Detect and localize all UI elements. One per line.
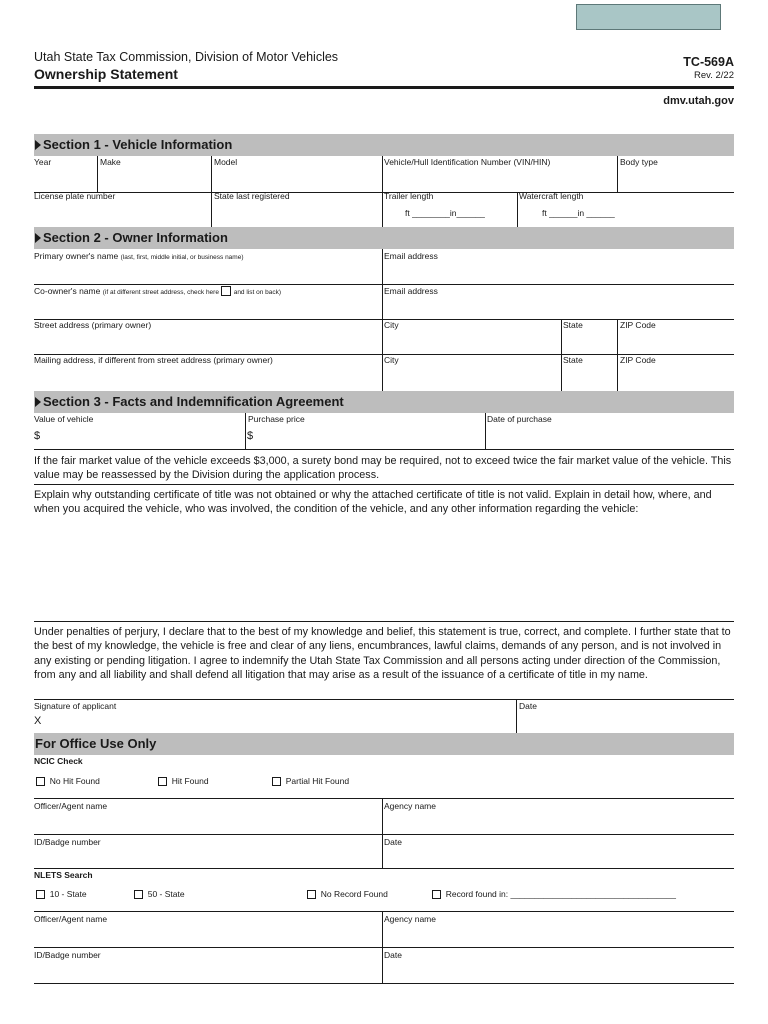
checkbox-icon[interactable] bbox=[36, 777, 45, 786]
co-owner-checkbox[interactable] bbox=[221, 286, 231, 296]
badge-label: ID/Badge number bbox=[34, 837, 101, 847]
nlets-record-found-option[interactable]: Record found in: ___________________________________ bbox=[432, 889, 676, 899]
watercraft-length-field[interactable]: ft ______in ______ bbox=[542, 208, 615, 218]
purchase-price-field[interactable]: $ bbox=[247, 430, 254, 442]
model-label: Model bbox=[214, 157, 238, 167]
vin-label: Vehicle/Hull Identification Number (VIN/HIN) bbox=[384, 157, 551, 167]
website-link[interactable]: dmv.utah.gov bbox=[663, 95, 734, 107]
signature-label: Signature of applicant bbox=[34, 701, 117, 711]
co-email-label: Email address bbox=[384, 286, 438, 296]
section1-header bbox=[34, 134, 734, 156]
state-label: State bbox=[563, 320, 583, 330]
checkbox-icon[interactable] bbox=[158, 777, 167, 786]
nlets-label: NLETS Search bbox=[34, 870, 93, 880]
agency-name: Utah State Tax Commission, Division of Motor Vehicles bbox=[34, 50, 339, 64]
state-last-label: State last registered bbox=[214, 191, 290, 201]
nlets-no-record-option[interactable]: No Record Found bbox=[307, 889, 388, 899]
triangle-icon bbox=[35, 233, 41, 243]
co-owner-label: Co-owner's name (if at different street address, check here and list on back) bbox=[34, 286, 282, 296]
print-button[interactable] bbox=[576, 4, 721, 30]
ncic-partial-hit-option[interactable]: Partial Hit Found bbox=[272, 776, 349, 786]
year-label: Year bbox=[34, 157, 52, 167]
section2-title: Section 2 - Owner Information bbox=[43, 230, 228, 245]
agency-label: Agency name bbox=[384, 801, 436, 811]
perjury-statement: Under penalties of perjury, I declare that to the best of my knowledge and belief, this statement is true, correct, and complete. I further state that to the best of my knowledge, the vehicle is free and clear of any liens, encumbrances, lawful claims, demands of any person, and is not involved in any existing or pending litigation. I agree to indemnify the Utah State Tax Commission and all persons acting under direction of the Commission, from any and all liability and shall defend all litigation that may arise as a result of the issuance of a certificate of title in my name. bbox=[34, 626, 731, 681]
section3-title: Section 3 - Facts and Indemnification Agreement bbox=[43, 394, 344, 409]
body-type-label: Body type bbox=[620, 157, 658, 167]
triangle-icon bbox=[35, 397, 41, 407]
purchase-date-label: Date of purchase bbox=[487, 414, 552, 424]
explain-instructions: Explain why outstanding certificate of title was not obtained or why the attached certificate of title is not valid. Explain in detail how, where, and when you acquired the vehicle, who was involved, the condition of the vehicle, and any other information regarding the vehicle: bbox=[34, 489, 712, 516]
vehicle-value-label: Value of vehicle bbox=[34, 414, 94, 424]
purchase-price-label: Purchase price bbox=[248, 414, 305, 424]
street-label: Street address (primary owner) bbox=[34, 320, 152, 330]
office-date-label: Date bbox=[384, 837, 402, 847]
zip-label: ZIP Code bbox=[620, 320, 656, 330]
officer-label: Officer/Agent name bbox=[34, 801, 108, 811]
ncic-no-hit-option[interactable]: No Hit Found bbox=[36, 776, 100, 786]
office-date-label-2: Date bbox=[384, 950, 402, 960]
email-label: Email address bbox=[384, 251, 438, 261]
triangle-icon bbox=[35, 140, 41, 150]
form-number: TC-569A bbox=[683, 55, 734, 69]
form-title: Ownership Statement bbox=[34, 66, 178, 82]
mailing-city-label: City bbox=[384, 355, 399, 365]
checkbox-icon[interactable] bbox=[134, 890, 143, 899]
mailing-state-label: State bbox=[563, 355, 583, 365]
city-label: City bbox=[384, 320, 399, 330]
nlets-10-state-option[interactable]: 10 - State bbox=[36, 889, 87, 899]
mailing-label: Mailing address, if different from street address (primary owner) bbox=[34, 355, 273, 365]
nlets-50-state-option[interactable]: 50 - State bbox=[134, 889, 185, 899]
section1-title: Section 1 - Vehicle Information bbox=[43, 137, 233, 152]
ncic-label: NCIC Check bbox=[34, 756, 83, 766]
ncic-hit-option[interactable]: Hit Found bbox=[158, 776, 209, 786]
checkbox-icon[interactable] bbox=[36, 890, 45, 899]
primary-owner-label: Primary owner's name (last, first, middle initial, or business name) bbox=[34, 251, 244, 261]
mailing-zip-label: ZIP Code bbox=[620, 355, 656, 365]
officer-label-2: Officer/Agent name bbox=[34, 914, 108, 924]
checkbox-icon[interactable] bbox=[272, 777, 281, 786]
make-label: Make bbox=[100, 157, 121, 167]
badge-label-2: ID/Badge number bbox=[34, 950, 101, 960]
vehicle-value-field[interactable]: $ bbox=[34, 430, 41, 442]
explain-textarea[interactable] bbox=[34, 518, 734, 618]
plate-label: License plate number bbox=[34, 191, 116, 201]
bond-notice: If the fair market value of the vehicle exceeds $3,000, a surety bond may be required, not to exceed twice the fair market value of the vehicle. This value may be reassessed by the Division during the application process. bbox=[34, 455, 732, 482]
signature-field[interactable]: X bbox=[34, 715, 42, 727]
office-use-header: For Office Use Only bbox=[34, 733, 734, 755]
checkbox-icon[interactable] bbox=[432, 890, 441, 899]
section3-header bbox=[34, 391, 734, 413]
watercraft-length-label: Watercraft length bbox=[519, 191, 584, 201]
agency-label-2: Agency name bbox=[384, 914, 436, 924]
header-rule bbox=[34, 86, 734, 89]
section2-header bbox=[34, 227, 734, 249]
checkbox-icon[interactable] bbox=[307, 890, 316, 899]
trailer-length-field[interactable]: ft ________in______ bbox=[405, 208, 485, 218]
trailer-length-label: Trailer length bbox=[384, 191, 434, 201]
signature-date-label: Date bbox=[519, 701, 537, 711]
form-revision: Rev. 2/22 bbox=[694, 70, 734, 81]
